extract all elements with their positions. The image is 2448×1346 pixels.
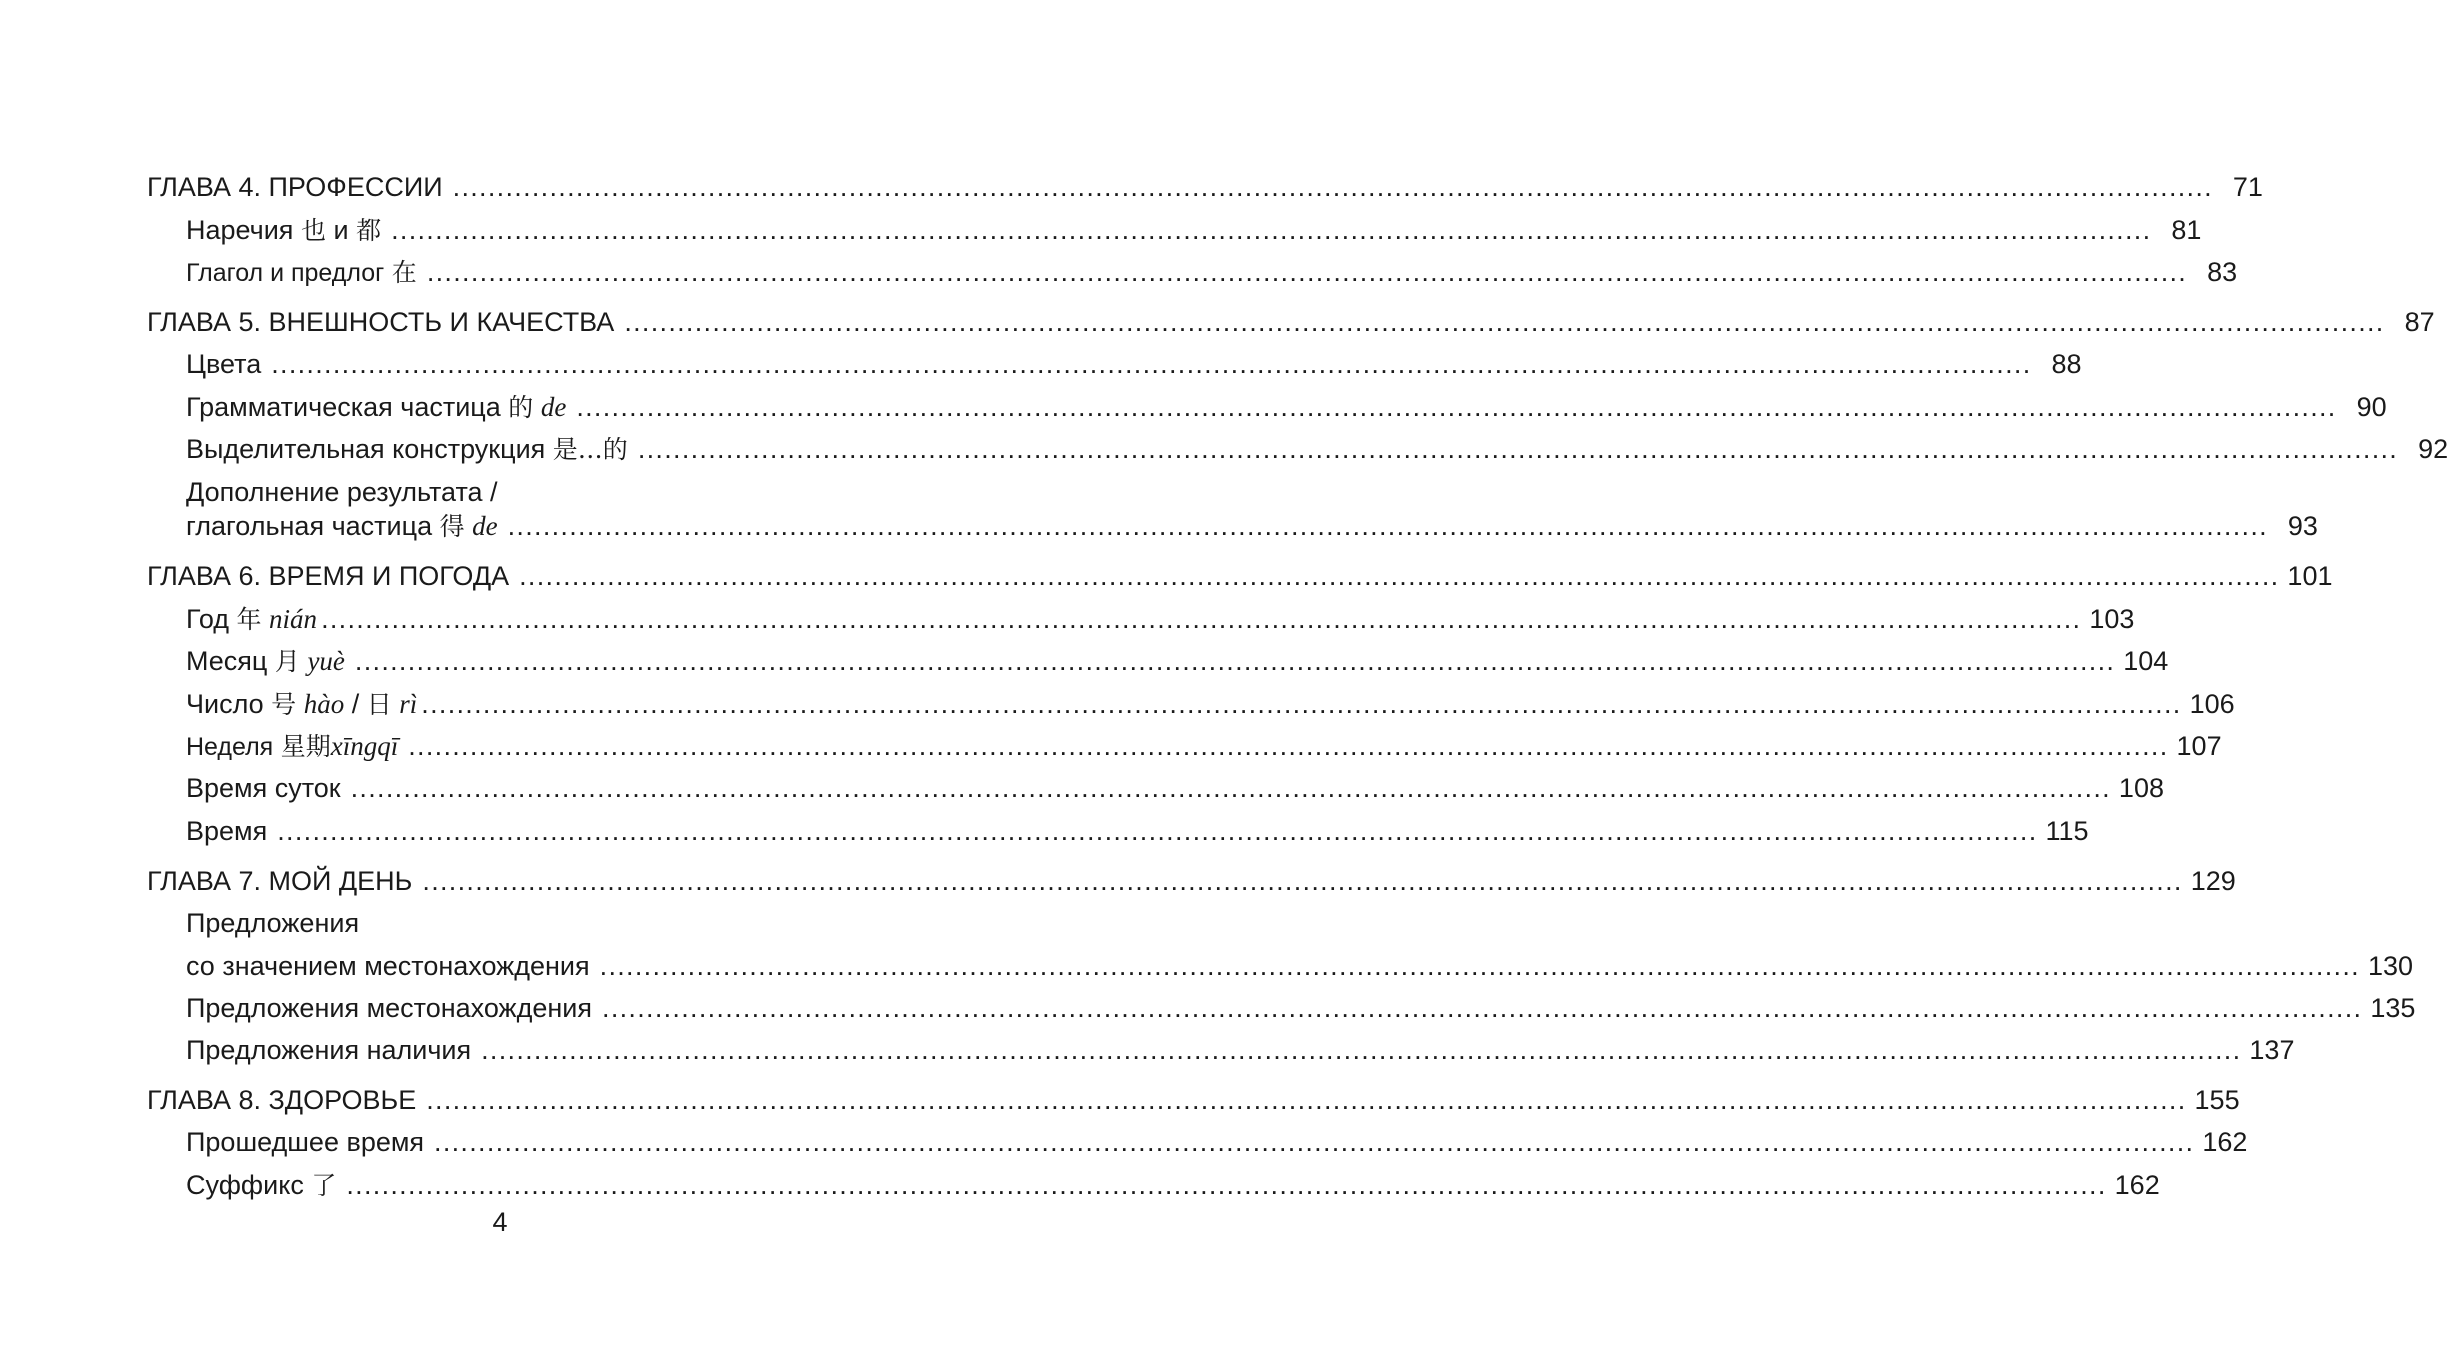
- dot-leader: ........................................................................................................................................................................................................: [426, 257, 2188, 287]
- dot-leader: ........................................................................................................................................................................................................: [321, 604, 2082, 634]
- toc-entry-chapter-4[interactable]: [147, 167, 2263, 207]
- dot-leader: ........................................................................................................................................................................................................: [576, 392, 2337, 422]
- dot-leader: ........................................................................................................................................................................................................: [637, 434, 2399, 464]
- entry-page: 130: [2367, 951, 2413, 981]
- toc-entry-chapter-5[interactable]: [147, 302, 2435, 342]
- dot-leader: ........................................................................................................................................................................................................: [277, 816, 2038, 846]
- entry-title: Число 号 hào / 日 rì: [186, 689, 418, 719]
- entry-title: Глагол и предлог 在: [186, 258, 417, 287]
- toc-entry-date[interactable]: [186, 684, 2235, 724]
- toc-entry-complement-line1: Дополнение результата /: [186, 477, 498, 507]
- entry-title: Время суток: [186, 773, 341, 803]
- entry-title: со значением местонахождения: [186, 951, 590, 981]
- entry-page: 92: [2418, 434, 2448, 464]
- toc-entry-time[interactable]: [186, 811, 2089, 851]
- toc-entry-suffix-le[interactable]: [186, 1165, 2160, 1205]
- entry-title: Месяц 月 yuè: [186, 646, 345, 676]
- toc-entry-month[interactable]: [186, 641, 2169, 681]
- entry-title: Цвета: [186, 349, 262, 379]
- toc-entry-complement-result[interactable]: [186, 506, 2318, 546]
- dot-leader: ........................................................................................................................................................................................................: [426, 1085, 2187, 1115]
- toc-entry-chapter-7[interactable]: [147, 861, 2236, 901]
- dot-leader: ........................................................................................................................................................................................................: [422, 866, 2183, 896]
- entry-page: 81: [2171, 215, 2202, 245]
- toc-entry-location-sentences-line1: Предложения: [186, 908, 360, 938]
- dot-leader: ........................................................................................................................................................................................................: [354, 646, 2116, 676]
- entry-page: 104: [2123, 646, 2169, 676]
- dot-leader: ........................................................................................................................................................................................................: [624, 307, 2385, 337]
- toc-entry-time-of-day[interactable]: [186, 768, 2164, 808]
- dot-leader: ........................................................................................................................................................................................................: [602, 993, 2363, 1023]
- entry-page: 87: [2404, 307, 2435, 337]
- toc-entry-colors[interactable]: [186, 344, 2082, 384]
- entry-page: 108: [2118, 773, 2164, 803]
- toc-entry-emphatic-construction[interactable]: [186, 429, 2448, 469]
- dot-leader: ........................................................................................................................................................................................................: [519, 561, 2280, 591]
- entry-title: Неделя 星期xīngqī: [186, 731, 399, 761]
- entry-title: Год 年 nián: [186, 604, 318, 634]
- entry-page: 155: [2194, 1085, 2240, 1115]
- entry-page: 88: [2051, 349, 2082, 379]
- entry-title: Наречия 也 и 都: [186, 215, 382, 245]
- entry-page: 107: [2176, 731, 2222, 761]
- dot-leader: ........................................................................................................................................................................................................: [421, 689, 2182, 719]
- toc-entry-existence-sentences[interactable]: [186, 1030, 2295, 1070]
- entry-page: 162: [2202, 1127, 2248, 1157]
- entry-page: 103: [2089, 604, 2135, 634]
- entry-page: 137: [2249, 1035, 2295, 1065]
- toc-entry-chapter-6[interactable]: [147, 556, 2333, 596]
- dot-leader: ........................................................................................................................................................................................................: [346, 1170, 2107, 1200]
- dot-leader: ........................................................................................................................................................................................................: [452, 172, 2213, 202]
- page-number: 4: [492, 1207, 508, 1237]
- toc-entry-past-tense[interactable]: [186, 1122, 2248, 1162]
- entry-page: 106: [2189, 689, 2235, 719]
- entry-title: Прошедшее время: [186, 1127, 425, 1157]
- entry-page: 71: [2232, 172, 2263, 202]
- dot-leader: ........................................................................................................................................................................................................: [507, 511, 2268, 541]
- entry-title: ГЛАВА 6. ВРЕМЯ И ПОГОДА: [147, 561, 510, 591]
- entry-title: Предложения наличия: [186, 1035, 472, 1065]
- entry-title: Грамматическая частица 的 de: [186, 392, 567, 422]
- entry-title: ГЛАВА 5. ВНЕШНОСТЬ И КАЧЕСТВА: [147, 307, 615, 337]
- dot-leader: ........................................................................................................................................................................................................: [599, 951, 2360, 981]
- dot-leader: ........................................................................................................................................................................................................: [408, 731, 2169, 761]
- entry-page: 101: [2287, 561, 2333, 591]
- entry-title: Время: [186, 816, 268, 846]
- entry-page: 135: [2370, 993, 2416, 1023]
- toc-entry-verb-preposition[interactable]: [186, 252, 2238, 292]
- entry-title: глагольная частица 得 de: [186, 511, 498, 541]
- entry-page: 93: [2287, 511, 2318, 541]
- dot-leader: ........................................................................................................................................................................................................: [481, 1035, 2242, 1065]
- entry-page: 83: [2207, 257, 2238, 287]
- dot-leader: ........................................................................................................................................................................................................: [391, 215, 2152, 245]
- toc-entry-adverbs[interactable]: [186, 210, 2202, 250]
- toc-entry-week[interactable]: [186, 726, 2222, 766]
- dot-leader: ........................................................................................................................................................................................................: [434, 1127, 2195, 1157]
- toc-entry-chapter-8[interactable]: [147, 1080, 2240, 1120]
- entry-title: Предложения местонахождения: [186, 993, 593, 1023]
- entry-page: 129: [2190, 866, 2236, 896]
- entry-title: ГЛАВА 7. МОЙ ДЕНЬ: [147, 866, 413, 896]
- dot-leader: ........................................................................................................................................................................................................: [350, 773, 2111, 803]
- entry-title: Суффикс 了: [186, 1170, 337, 1200]
- entry-title: ГЛАВА 4. ПРОФЕССИИ: [147, 172, 443, 202]
- toc-entry-location-meaning[interactable]: [186, 946, 2413, 986]
- toc-entry-location-sentences[interactable]: [186, 988, 2416, 1028]
- entry-title: Выделительная конструкция 是…的: [186, 434, 628, 464]
- entry-title: ГЛАВА 8. ЗДОРОВЬЕ: [147, 1085, 417, 1115]
- toc-entry-particle-de[interactable]: [186, 387, 2387, 427]
- entry-page: 90: [2356, 392, 2387, 422]
- entry-page: 115: [2045, 816, 2089, 846]
- toc-entry-year[interactable]: [186, 599, 2135, 639]
- dot-leader: ........................................................................................................................................................................................................: [271, 349, 2032, 379]
- entry-page: 162: [2114, 1170, 2160, 1200]
